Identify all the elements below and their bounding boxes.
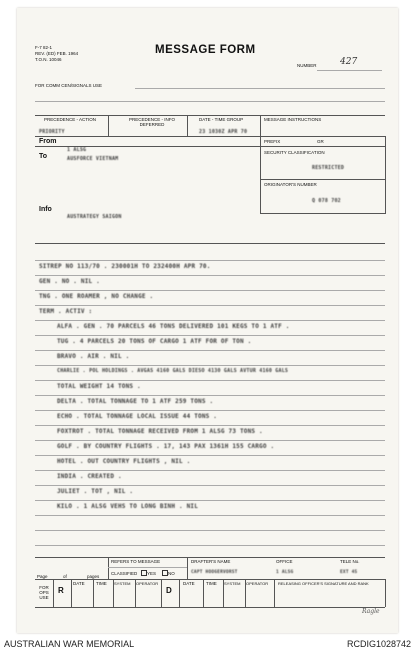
body-line: KILO . 1 ALSG VEHS TO LONG BINH . NIL bbox=[57, 503, 199, 510]
form-code: F-7 82-1 bbox=[35, 45, 53, 50]
releasing-label: RELEASING OFFICER'S SIGNATURE AND RANK bbox=[278, 581, 369, 586]
prefix-label: PREFIX bbox=[264, 139, 281, 144]
ops-bottom-line bbox=[35, 607, 385, 608]
body-line: TOTAL WEIGHT 14 TONS . bbox=[57, 383, 141, 390]
date-time-value: 23 1030Z APR 70 bbox=[199, 129, 248, 135]
for-ops-use-label: FOR OPS USE bbox=[39, 585, 49, 600]
d-operator-label: OPERATOR bbox=[246, 581, 269, 586]
col-prec-action: PRECEDENCE - ACTION bbox=[44, 117, 97, 122]
ops-top-line bbox=[35, 579, 385, 580]
body-line: TUG . 4 PARCELS 20 TONS OF CARGO 1 ATF FOR OF TON . bbox=[57, 338, 252, 345]
drafter-divider bbox=[187, 557, 188, 579]
footer-source: AUSTRALIAN WAR MEMORIAL bbox=[4, 639, 135, 649]
body-line: ECHO . TOTAL TONNAGE LOCAL ISSUE 44 TONS . bbox=[57, 413, 218, 420]
body-line: DELTA . TOTAL TONNAGE TO 1 ATF 259 TONS . bbox=[57, 398, 214, 405]
info-label: Info bbox=[39, 206, 52, 213]
comm-line-2 bbox=[35, 101, 385, 102]
refers-divider bbox=[108, 557, 109, 579]
tele-value: EXT 45 bbox=[340, 570, 358, 575]
signature: Ragle bbox=[362, 608, 380, 615]
comm-line-1 bbox=[135, 88, 385, 89]
refers-line bbox=[108, 567, 187, 568]
office-value: 1 ALSG bbox=[276, 570, 294, 575]
table-top-line bbox=[35, 115, 385, 116]
page-label: Page bbox=[37, 574, 48, 579]
of-label: of bbox=[63, 574, 67, 579]
right-box-edge bbox=[385, 136, 386, 214]
from-value: 1 ALSG bbox=[67, 147, 87, 153]
form-rev: REV. (ED) FEB. 1964 bbox=[35, 51, 79, 56]
d-label: D bbox=[166, 586, 172, 595]
tele-label: TELE No. bbox=[340, 559, 360, 564]
classified-label: CLASSIFIED bbox=[111, 571, 138, 576]
body-line: INDIA . CREATED . bbox=[57, 473, 122, 480]
to-label: To bbox=[39, 153, 48, 160]
r-time-label: TIME bbox=[96, 581, 107, 586]
d-time-label: TIME bbox=[206, 581, 217, 586]
number-underline bbox=[317, 70, 382, 71]
d-system-label: SYSTEM bbox=[224, 581, 241, 586]
number-value: 427 bbox=[340, 57, 358, 67]
form-title: MESSAGE FORM bbox=[155, 44, 256, 56]
body-line: HOTEL . OUT COUNTRY FLIGHTS , NIL . bbox=[57, 458, 191, 465]
no-label: NO bbox=[168, 571, 175, 576]
r-operator-label: OPERATOR bbox=[136, 581, 159, 586]
prefix-line bbox=[260, 146, 385, 147]
to-value: AUSFORCE VIETNAM bbox=[67, 156, 119, 162]
pages-label: pages bbox=[87, 574, 100, 579]
right-box-divider bbox=[260, 136, 261, 214]
body-line: SITREP NO 113/70 . 230001H TO 232400H APR 70. bbox=[39, 263, 211, 270]
d-date-label: DATE bbox=[183, 581, 195, 586]
col-divider-2 bbox=[187, 115, 188, 136]
security-line bbox=[260, 179, 385, 180]
col-divider-1 bbox=[108, 115, 109, 136]
originator-line bbox=[260, 213, 385, 214]
body-line: BRAVO . AIR . NIL . bbox=[57, 353, 130, 360]
col-date-time: DATE - TIME GROUP bbox=[199, 117, 244, 122]
body-line: FOXTROT . TOTAL TONNAGE RECEIVED FROM 1 ALSG 73 TONS . bbox=[57, 428, 263, 435]
col-divider-3 bbox=[260, 115, 261, 136]
prec-action-value: PRIORITY bbox=[39, 129, 65, 135]
drafter-label: DRAFTER'S NAME bbox=[191, 559, 231, 564]
r-label: R bbox=[58, 586, 64, 595]
security-value: RESTRICTED bbox=[312, 165, 345, 171]
number-label: NUMBER bbox=[297, 63, 317, 68]
drafter-value: CAPT HOOGERVORST bbox=[191, 570, 238, 575]
r-system-label: SYSTEM bbox=[114, 581, 131, 586]
refers-label: REFERS TO MESSAGE bbox=[111, 559, 161, 564]
bottom-top-line bbox=[35, 557, 385, 558]
col-prec-info: PRECEDENCE - INFO DEFERRED bbox=[128, 117, 175, 127]
message-form-page bbox=[17, 8, 398, 633]
originator-value: Q 078 702 bbox=[312, 198, 341, 204]
body-top-line bbox=[35, 243, 385, 244]
comm-label: FOR COMM CEN/SIGNALS USE bbox=[35, 83, 103, 88]
footer-id: RCDIG1028742 bbox=[346, 639, 411, 649]
body-line: JULIET . TOT , NIL . bbox=[57, 488, 134, 495]
office-label: OFFICE bbox=[276, 559, 293, 564]
body-line: ALFA . GEN . 70 PARCELS 46 TONS DELIVERED 101 KEGS TO 1 ATF . bbox=[57, 323, 290, 330]
gr-label: GR bbox=[317, 139, 324, 144]
r-date-label: DATE bbox=[73, 581, 85, 586]
body-line: TERM . ACTIV : bbox=[39, 308, 93, 315]
body-line: GEN . NO . NIL . bbox=[39, 278, 100, 285]
from-label: From bbox=[39, 138, 57, 145]
form-ton: T.O.N. 10046 bbox=[35, 57, 62, 62]
col-msg-instructions: MESSAGE INSTRUCTIONS bbox=[264, 117, 322, 122]
table-bottom-line bbox=[35, 136, 385, 137]
security-label: SECURITY CLASSIFICATION bbox=[264, 150, 325, 155]
body-line: CHARLIE . POL HOLDINGS . AVGAS 4160 GALS DIESO 4130 GALS AVTUR 4160 GALS bbox=[57, 368, 289, 374]
body-line: GOLF . BY COUNTRY FLIGHTS . 17, 143 PAX 1361H 155 CARGO . bbox=[57, 443, 275, 450]
originator-label: ORIGINATOR'S NUMBER bbox=[264, 182, 317, 187]
body-line: TNG . ONE ROAMER , NO CHANGE . bbox=[39, 293, 154, 300]
info-value: AUSTRATEGY SAIGON bbox=[67, 214, 122, 220]
yes-label: YES bbox=[147, 571, 157, 576]
